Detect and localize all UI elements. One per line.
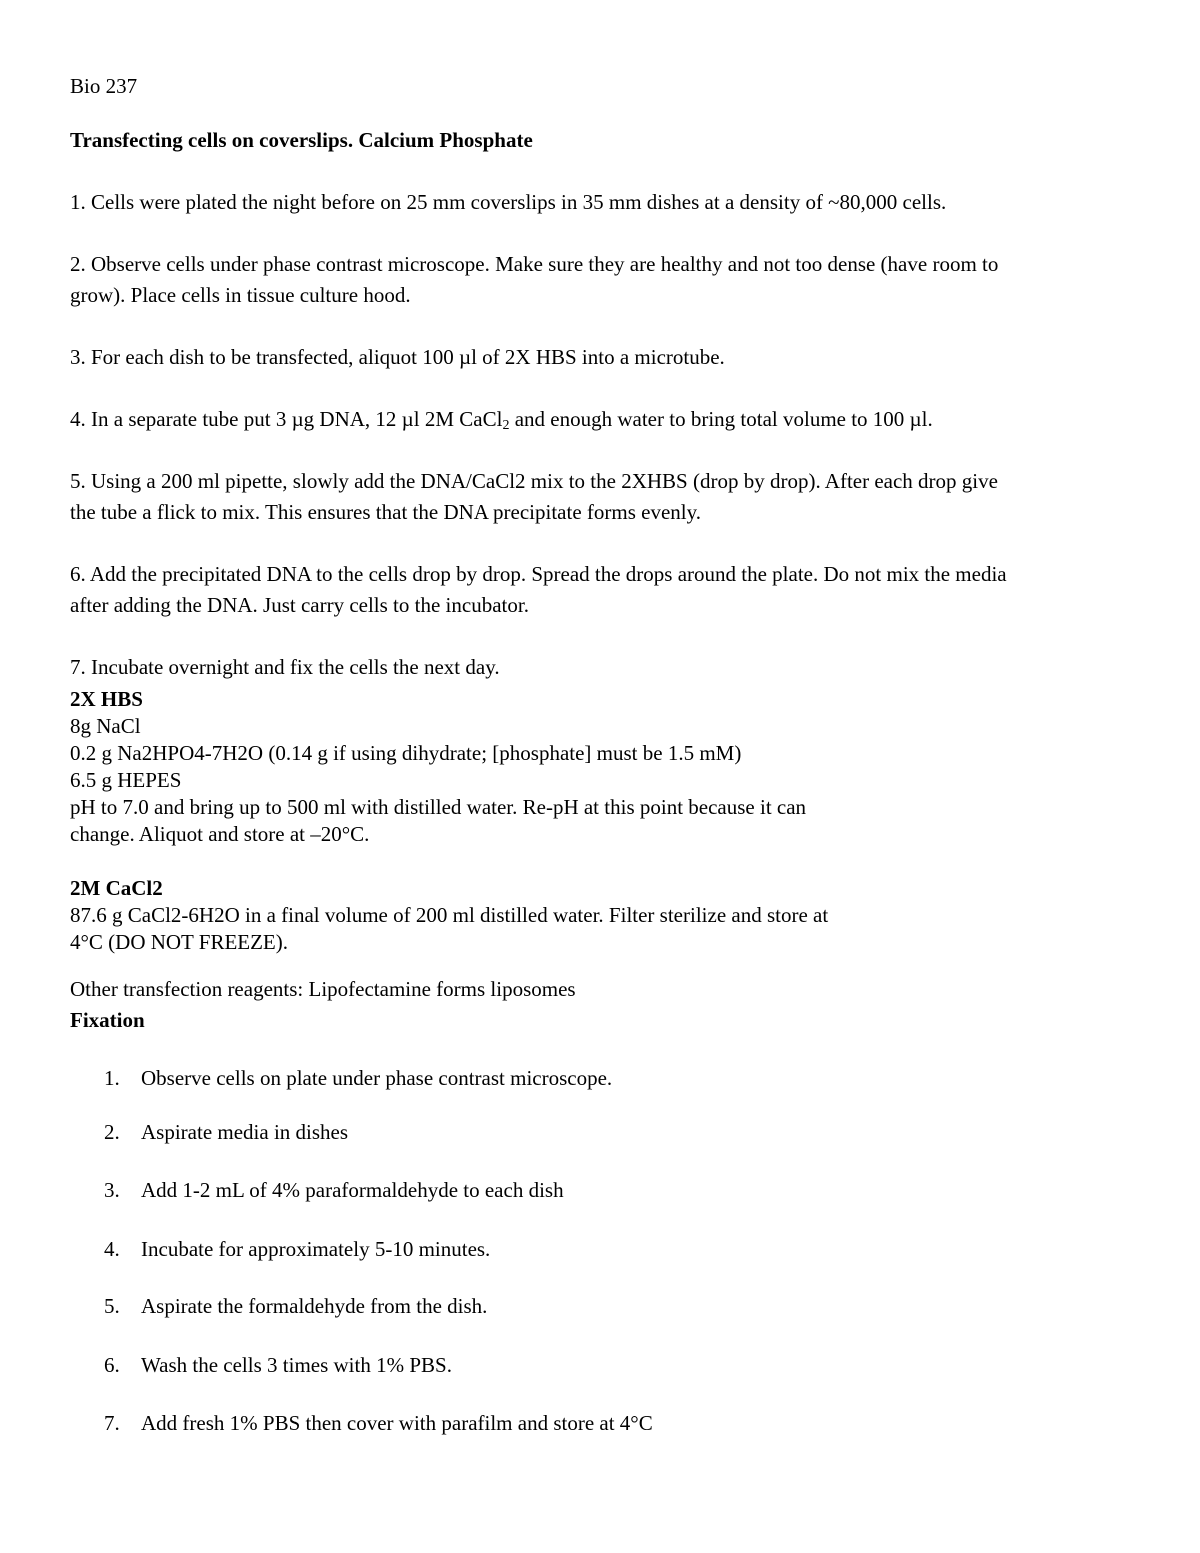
step-6-line-1: 6. Add the precipitated DNA to the cells drop by drop. Spread the drops around the plate. Do not mix the media	[70, 562, 1007, 586]
step-4-subscript: 2	[502, 418, 510, 433]
other-reagents-note: Other transfection reagents: Lipofectamine forms liposomes	[70, 977, 576, 1001]
fixation-item-4: Incubate for approximately 5-10 minutes.	[141, 1237, 491, 1261]
hbs-line-1: 8g NaCl	[70, 714, 141, 738]
fixation-item-6: Wash the cells 3 times with 1% PBS.	[141, 1353, 452, 1377]
fixation-item-3: Add 1-2 mL of 4% paraformaldehyde to each dish	[141, 1178, 564, 1202]
cacl2-heading: 2M CaCl2	[70, 876, 163, 900]
step-4-text-start: 4. In a separate tube put 3 µg DNA, 12 µl 2M CaCl	[70, 407, 503, 431]
cacl2-line-2: 4°C (DO NOT FREEZE).	[70, 930, 288, 954]
fixation-item-5: Aspirate the formaldehyde from the dish.	[141, 1294, 488, 1318]
step-7: 7. Incubate overnight and fix the cells the next day.	[70, 655, 500, 679]
fixation-item-1: Observe cells on plate under phase contrast microscope.	[141, 1066, 613, 1090]
fixation-item-6-number: 6.	[104, 1353, 120, 1377]
hbs-line-3: 6.5 g HEPES	[70, 768, 182, 792]
hbs-line-5: change. Aliquot and store at –20°C.	[70, 822, 370, 846]
fixation-item-4-number: 4.	[104, 1237, 120, 1261]
step-5-line-2: the tube a flick to mix. This ensures that the DNA precipitate forms evenly.	[70, 500, 702, 524]
hbs-line-4: pH to 7.0 and bring up to 500 ml with distilled water. Re-pH at this point because it can	[70, 795, 807, 819]
step-1: 1. Cells were plated the night before on 25 mm coverslips in 35 mm dishes at a density of ~80,000 cells.	[70, 190, 947, 214]
step-2-line-1: 2. Observe cells under phase contrast microscope. Make sure they are healthy and not too dense (have room to	[70, 252, 999, 276]
fixation-item-3-number: 3.	[104, 1178, 120, 1202]
step-4	[70, 404, 933, 434]
step-6-line-2: after adding the DNA. Just carry cells to the incubator.	[70, 593, 529, 617]
fixation-item-2-number: 2.	[104, 1120, 120, 1144]
step-2-line-2: grow). Place cells in tissue culture hood.	[70, 283, 411, 307]
hbs-heading: 2X HBS	[70, 687, 143, 711]
step-4-text-end: and enough water to bring total volume to 100 µl.	[509, 407, 933, 431]
step-5-line-1: 5. Using a 200 ml pipette, slowly add the DNA/CaCl2 mix to the 2XHBS (drop by drop). After each drop give	[70, 469, 998, 493]
fixation-item-2: Aspirate media in dishes	[141, 1120, 349, 1144]
fixation-heading: Fixation	[70, 1008, 145, 1032]
step-3: 3. For each dish to be transfected, aliquot 100 µl of 2X HBS into a microtube.	[70, 345, 725, 369]
fixation-item-5-number: 5.	[104, 1294, 120, 1318]
hbs-line-2: 0.2 g Na2HPO4-7H2O (0.14 g if using dihydrate; [phosphate] must be 1.5 mM)	[70, 741, 742, 765]
document-title: Transfecting cells on coverslips. Calcium Phosphate	[70, 128, 533, 152]
fixation-item-1-number: 1.	[104, 1066, 120, 1090]
fixation-item-7-number: 7.	[104, 1411, 120, 1435]
course-label: Bio 237	[70, 74, 138, 98]
fixation-item-7: Add fresh 1% PBS then cover with parafilm and store at 4°C	[141, 1411, 653, 1435]
cacl2-line-1: 87.6 g CaCl2-6H2O in a final volume of 200 ml distilled water. Filter sterilize and store at	[70, 903, 829, 927]
